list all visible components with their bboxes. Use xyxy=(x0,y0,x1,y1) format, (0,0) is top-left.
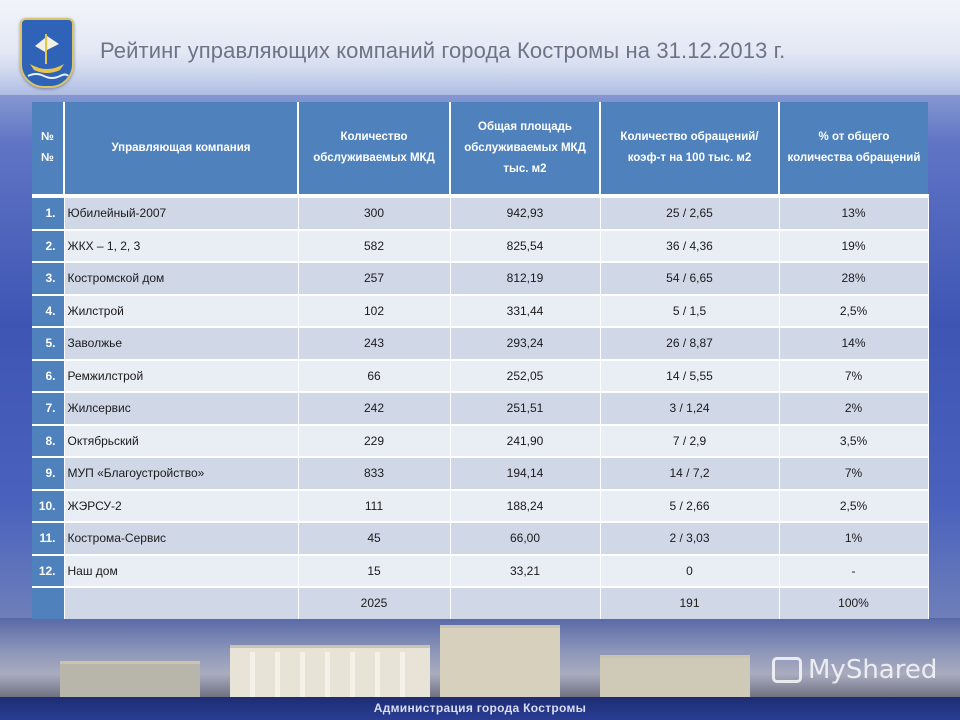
cell-num: 3. xyxy=(32,262,64,295)
cell-num: 8. xyxy=(32,425,64,458)
page-title: Рейтинг управляющих компаний города Костромы на 31.12.2013 г. xyxy=(100,38,786,63)
cell-percent: 19% xyxy=(779,230,928,263)
cell-company: Октябрьский xyxy=(64,425,298,458)
cell-num: 11. xyxy=(32,522,64,555)
total-row xyxy=(32,587,928,619)
table-row xyxy=(32,295,928,328)
cell-area: 331,44 xyxy=(450,295,600,328)
cell-area: 825,54 xyxy=(450,230,600,263)
table-row xyxy=(32,327,928,360)
cell-company: ЖКХ – 1, 2, 3 xyxy=(64,230,298,263)
cell-area: 293,24 xyxy=(450,327,600,360)
cell-area: 194,14 xyxy=(450,457,600,490)
cell-area: 251,51 xyxy=(450,392,600,425)
table-row xyxy=(32,262,928,295)
cell-appeals: 14 / 5,55 xyxy=(600,360,779,393)
table-row xyxy=(32,457,928,490)
cell-appeals: 26 / 8,87 xyxy=(600,327,779,360)
cell-percent: 2% xyxy=(779,392,928,425)
watermark-text: MyShared xyxy=(808,655,938,685)
table-row xyxy=(32,555,928,588)
cell-company: Ремжилстрой xyxy=(64,360,298,393)
cell-percent: 13% xyxy=(779,196,928,230)
cell-company xyxy=(64,587,298,619)
cell-company: Заволжье xyxy=(64,327,298,360)
cell-mkd: 582 xyxy=(298,230,450,263)
cell-appeals: 2 / 3,03 xyxy=(600,522,779,555)
coat-of-arms-icon xyxy=(20,18,74,88)
cell-num: 9. xyxy=(32,457,64,490)
table-row xyxy=(32,196,928,230)
cell-company: Кострома-Сервис xyxy=(64,522,298,555)
header-area: Общая площадь обслуживаемых МКД тыс. м2 xyxy=(450,102,600,196)
cell-appeals: 14 / 7,2 xyxy=(600,457,779,490)
cell-appeals: 7 / 2,9 xyxy=(600,425,779,458)
cell-area: 241,90 xyxy=(450,425,600,458)
total-mkd: 2025 xyxy=(298,587,450,619)
cell-mkd: 833 xyxy=(298,457,450,490)
cell-company: Юбилейный-2007 xyxy=(64,196,298,230)
header-company: Управляющая компания xyxy=(64,102,298,196)
total-area xyxy=(450,587,600,619)
cell-num: 2. xyxy=(32,230,64,263)
cell-num: 1. xyxy=(32,196,64,230)
cell-percent: 3,5% xyxy=(779,425,928,458)
cell-mkd: 15 xyxy=(298,555,450,588)
cell-appeals: 36 / 4,36 xyxy=(600,230,779,263)
cell-appeals: 5 / 1,5 xyxy=(600,295,779,328)
header-num: № № xyxy=(32,102,64,196)
table-row xyxy=(32,490,928,523)
cell-percent: 14% xyxy=(779,327,928,360)
table-row xyxy=(32,360,928,393)
cell-num: 10. xyxy=(32,490,64,523)
cell-mkd: 102 xyxy=(298,295,450,328)
cell-percent: 7% xyxy=(779,457,928,490)
total-appeals: 191 xyxy=(600,587,779,619)
header-appeals: Количество обращений/ коэф-т на 100 тыс. м2 xyxy=(600,102,779,196)
cell-mkd: 257 xyxy=(298,262,450,295)
cell-company: Костромской дом xyxy=(64,262,298,295)
table-row xyxy=(32,522,928,555)
cell-appeals: 5 / 2,66 xyxy=(600,490,779,523)
cell-company: Жилсервис xyxy=(64,392,298,425)
cell-percent: 2,5% xyxy=(779,295,928,328)
cell-area: 188,24 xyxy=(450,490,600,523)
cell-mkd: 111 xyxy=(298,490,450,523)
cell-appeals: 0 xyxy=(600,555,779,588)
cell-mkd: 45 xyxy=(298,522,450,555)
total-percent: 100% xyxy=(779,587,928,619)
cell-percent: 1% xyxy=(779,522,928,555)
cell-appeals: 54 / 6,65 xyxy=(600,262,779,295)
cell-num: 4. xyxy=(32,295,64,328)
table-row xyxy=(32,425,928,458)
cell-num: 7. xyxy=(32,392,64,425)
header-percent: % от общего количества обращений xyxy=(779,102,928,196)
cell-area: 812,19 xyxy=(450,262,600,295)
table-row xyxy=(32,230,928,263)
cell-area: 33,21 xyxy=(450,555,600,588)
rating-table xyxy=(32,102,929,619)
cell-num: 5. xyxy=(32,327,64,360)
cell-percent: 28% xyxy=(779,262,928,295)
cell-company: ЖЭРСУ-2 xyxy=(64,490,298,523)
cell-percent: - xyxy=(779,555,928,588)
header-mkd: Количество обслуживаемых МКД xyxy=(298,102,450,196)
cell-mkd: 300 xyxy=(298,196,450,230)
cell-num: 6. xyxy=(32,360,64,393)
cell-mkd: 66 xyxy=(298,360,450,393)
cell-num: 12. xyxy=(32,555,64,588)
cell-area: 252,05 xyxy=(450,360,600,393)
cell-company: Наш дом xyxy=(64,555,298,588)
cell-percent: 2,5% xyxy=(779,490,928,523)
table-row xyxy=(32,392,928,425)
cell-company: Жилстрой xyxy=(64,295,298,328)
cell-area: 942,93 xyxy=(450,196,600,230)
footer-text: Администрация города Костромы xyxy=(0,697,960,720)
cell-area: 66,00 xyxy=(450,522,600,555)
cell-appeals: 3 / 1,24 xyxy=(600,392,779,425)
cell-company: МУП «Благоустройство» xyxy=(64,457,298,490)
cell-mkd: 243 xyxy=(298,327,450,360)
cell-mkd: 229 xyxy=(298,425,450,458)
table-header-row xyxy=(32,102,928,196)
cell-percent: 7% xyxy=(779,360,928,393)
cell-mkd: 242 xyxy=(298,392,450,425)
myshared-logo-icon xyxy=(772,657,802,683)
watermark xyxy=(772,655,937,685)
cell-appeals: 25 / 2,65 xyxy=(600,196,779,230)
cell-num xyxy=(32,587,64,619)
